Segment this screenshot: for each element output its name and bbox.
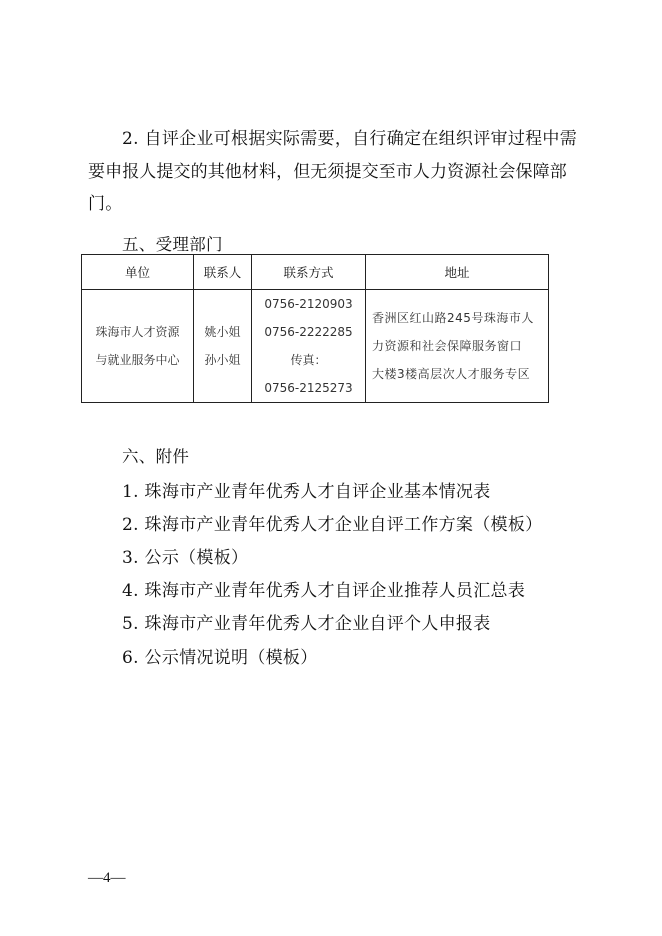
attachment-item: 1. 珠海市产业青年优秀人才自评企业基本情况表 [122,482,491,502]
unit-line: 与就业服务中心 [95,353,180,367]
contact-name: 孙小姐 [204,353,241,367]
phone-number: 0756-2222285 [264,325,353,339]
attachment-item: 6. 公示情况说明（模板） [122,648,318,668]
header-contact: 联系人 [194,255,252,290]
address-line: 大楼3楼高层次人才服务专区 [372,367,531,381]
table-header-row [82,255,549,290]
cell-address [366,290,549,403]
address-line: 香洲区红山路245号珠海市人 [372,311,534,325]
address-line: 力资源和社会保障服务窗口 [372,339,523,353]
header-phone: 联系方式 [252,255,366,290]
table-row [82,290,549,403]
cell-unit [82,290,194,403]
section-6-heading: 六、附件 [122,447,190,466]
attachment-item: 5. 珠海市产业青年优秀人才企业自评个人申报表 [122,614,491,634]
section-5-heading: 五、受理部门 [122,235,223,254]
phone-number: 0756-2120903 [264,297,353,311]
fax-label: 传真： [290,353,327,367]
header-address: 地址 [366,255,549,290]
header-unit: 单位 [82,255,194,290]
paragraph-line-3: 门。 [88,194,123,214]
fax-number: 0756-2125273 [264,381,353,395]
attachment-item: 4. 珠海市产业青年优秀人才自评企业推荐人员汇总表 [122,581,526,601]
attachment-item: 3. 公示（模板） [122,548,249,568]
paragraph-line-1: 2. 自评企业可根据实际需要，自行确定在组织评审过程中需 [122,129,578,149]
department-table [81,254,549,403]
paragraph-line-2: 要申报人提交的其他材料，但无须提交至市人力资源社会保障部 [88,162,567,182]
cell-contacts [194,290,252,403]
attachment-item: 2. 珠海市产业青年优秀人才企业自评工作方案（模板） [122,515,543,535]
contact-name: 姚小姐 [204,325,241,339]
cell-phones [252,290,366,403]
page-number: —4— [88,870,126,886]
unit-line: 珠海市人才资源 [95,325,180,339]
